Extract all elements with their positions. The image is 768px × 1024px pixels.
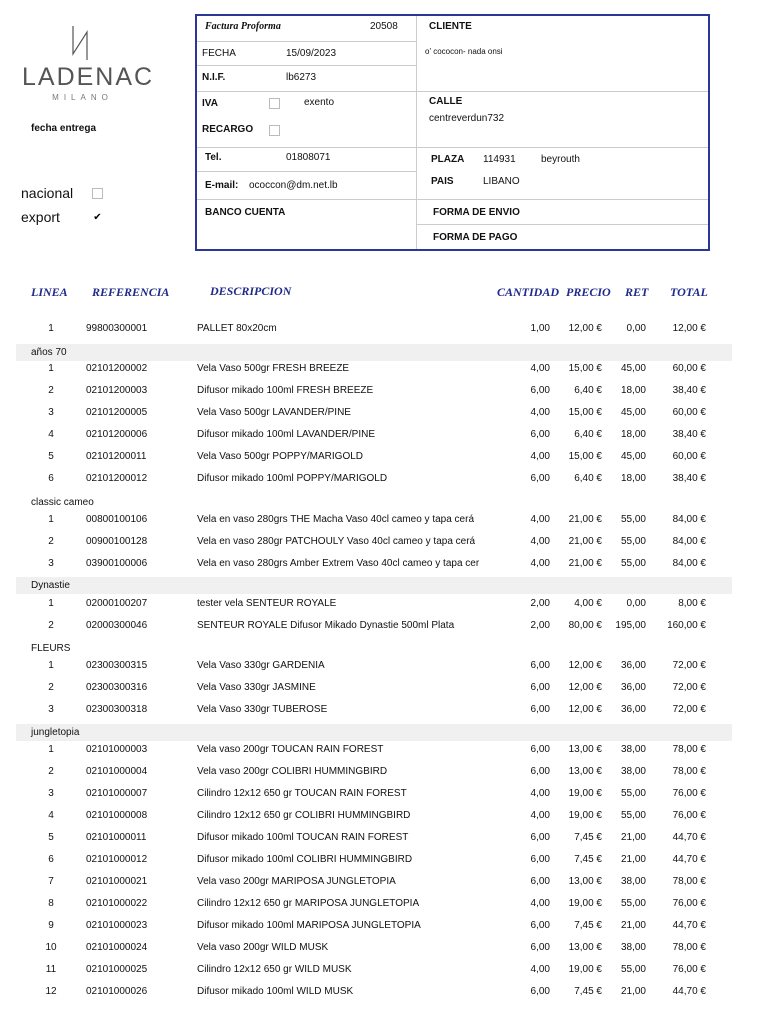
price: 7,45 € xyxy=(574,832,602,843)
ret: 55,00 xyxy=(620,788,646,799)
ret: 55,00 xyxy=(620,558,646,569)
export-label: export xyxy=(21,209,60,225)
line-number: 2 xyxy=(48,682,54,693)
line-total: 72,00 € xyxy=(672,704,706,715)
reference: 99800300001 xyxy=(86,323,148,334)
table-row xyxy=(16,915,732,937)
description: Vela Vaso 330gr JASMINE xyxy=(197,682,316,693)
reference: 02101000007 xyxy=(86,788,148,799)
description: Vela vaso 200gr TOUCAN RAIN FOREST xyxy=(197,744,384,755)
price: 7,45 € xyxy=(574,854,602,865)
ret: 21,00 xyxy=(620,986,646,997)
table-row xyxy=(16,893,732,915)
line-total: 160,00 € xyxy=(667,620,706,631)
header-rule xyxy=(197,65,416,66)
quantity: 4,00 xyxy=(530,810,550,821)
logo-mark-icon xyxy=(70,24,90,62)
table-row xyxy=(16,509,732,531)
ret: 45,00 xyxy=(620,407,646,418)
price: 13,00 € xyxy=(568,766,602,777)
price: 19,00 € xyxy=(568,898,602,909)
table-row xyxy=(16,446,732,468)
price: 12,00 € xyxy=(568,704,602,715)
reference: 02101000011 xyxy=(86,832,147,843)
line-total: 84,00 € xyxy=(672,514,706,525)
table-row xyxy=(16,468,732,490)
line-number: 1 xyxy=(48,744,54,755)
line-number: 6 xyxy=(48,854,54,865)
invoice-number: 20508 xyxy=(370,21,398,32)
plaza-code: 114931 xyxy=(483,154,516,165)
export-checkbox[interactable]: ✔ xyxy=(93,212,102,223)
description: Difusor mikado 100ml FRESH BREEZE xyxy=(197,385,374,396)
quantity: 6,00 xyxy=(530,942,550,953)
recargo-checkbox[interactable] xyxy=(269,125,280,136)
line-number: 1 xyxy=(48,323,54,334)
iva-label: IVA xyxy=(202,98,218,109)
ret: 0,00 xyxy=(626,598,646,609)
line-total: 78,00 € xyxy=(672,744,706,755)
nacional-label: nacional xyxy=(21,185,74,201)
quantity: 4,00 xyxy=(530,514,550,525)
reference: 02101000004 xyxy=(86,766,148,777)
table-row xyxy=(16,699,732,721)
reference: 02101200005 xyxy=(86,407,148,418)
description: SENTEUR ROYALE Difusor Mikado Dynastie 500ml Plata xyxy=(197,620,455,631)
price: 21,00 € xyxy=(568,514,602,525)
description: Cilindro 12x12 650 gr COLIBRI HUMMINGBIRD xyxy=(197,810,411,821)
reference: 02101000023 xyxy=(86,920,148,931)
header-rule xyxy=(197,171,416,172)
line-number: 2 xyxy=(48,385,54,396)
table-row xyxy=(16,871,732,893)
table-row xyxy=(16,783,732,805)
quantity: 6,00 xyxy=(530,876,550,887)
description: Vela vaso 200gr MARIPOSA JUNGLETOPIA xyxy=(197,876,396,887)
cliente-value: o' cococon- nada onsi xyxy=(425,47,503,56)
price: 6,40 € xyxy=(574,429,602,440)
reference: 02101000008 xyxy=(86,810,148,821)
table-row xyxy=(16,424,732,446)
quantity: 4,00 xyxy=(530,451,550,462)
line-number: 3 xyxy=(48,407,54,418)
line-number: 4 xyxy=(48,429,54,440)
quantity: 6,00 xyxy=(530,986,550,997)
description: Vela en vaso 280grs THE Macha Vaso 40cl cameo y tapa cerá xyxy=(197,514,475,525)
reference: 02101200003 xyxy=(86,385,148,396)
line-total: 72,00 € xyxy=(672,682,706,693)
table-row xyxy=(16,677,732,699)
line-total: 60,00 € xyxy=(672,451,706,462)
reference: 02101000021 xyxy=(86,876,148,887)
price: 7,45 € xyxy=(574,986,602,997)
group-header xyxy=(16,577,732,594)
table-row xyxy=(16,937,732,959)
group-title: jungletopia xyxy=(31,727,80,738)
header-rule xyxy=(197,41,416,42)
ret: 18,00 xyxy=(620,473,646,484)
ret: 45,00 xyxy=(620,451,646,462)
price: 15,00 € xyxy=(568,363,602,374)
quantity: 1,00 xyxy=(530,323,550,334)
line-total: 76,00 € xyxy=(672,810,706,821)
line-total: 84,00 € xyxy=(672,558,706,569)
reference: 02300300316 xyxy=(86,682,148,693)
quantity: 2,00 xyxy=(530,598,550,609)
fecha-entrega-label: fecha entrega xyxy=(31,123,97,134)
line-total: 84,00 € xyxy=(672,536,706,547)
ret: 55,00 xyxy=(620,810,646,821)
calle-label: CALLE xyxy=(429,96,463,107)
plaza-label: PLAZA xyxy=(431,154,465,165)
line-number: 7 xyxy=(48,876,54,887)
ret: 38,00 xyxy=(620,876,646,887)
description: Vela Vaso 330gr GARDENIA xyxy=(197,660,325,671)
reference: 00900100128 xyxy=(86,536,148,547)
reference: 02101000026 xyxy=(86,986,148,997)
price: 13,00 € xyxy=(568,876,602,887)
invoice-header-box xyxy=(195,14,710,251)
group-title: años 70 xyxy=(31,347,67,358)
line-number: 3 xyxy=(48,704,54,715)
quantity: 4,00 xyxy=(530,898,550,909)
table-row xyxy=(16,655,732,677)
line-number: 1 xyxy=(48,363,54,374)
description: Difusor mikado 100ml COLIBRI HUMMINGBIRD xyxy=(197,854,413,865)
table-row xyxy=(16,615,732,637)
description: Difusor mikado 100ml WILD MUSK xyxy=(197,986,354,997)
line-number: 8 xyxy=(48,898,54,909)
price: 19,00 € xyxy=(568,788,602,799)
price: 6,40 € xyxy=(574,385,602,396)
price: 21,00 € xyxy=(568,536,602,547)
group-title: FLEURS xyxy=(31,643,71,654)
document-title: Factura Proforma xyxy=(205,21,281,32)
group-title: classic cameo xyxy=(31,497,94,508)
plaza-city: beyrouth xyxy=(541,154,580,165)
price: 12,00 € xyxy=(568,682,602,693)
description: Difusor mikado 100ml POPPY/MARIGOLD xyxy=(197,473,388,484)
fecha-label: FECHA xyxy=(202,48,236,59)
line-number: 1 xyxy=(48,598,54,609)
quantity: 6,00 xyxy=(530,920,550,931)
line-total: 38,40 € xyxy=(672,385,706,396)
price: 6,40 € xyxy=(574,473,602,484)
email-label: E-mail: xyxy=(205,180,239,191)
description: tester vela SENTEUR ROYALE xyxy=(197,598,337,609)
table-row xyxy=(16,981,732,1003)
reference: 02101200012 xyxy=(86,473,148,484)
header-rule xyxy=(197,91,708,92)
line-total: 72,00 € xyxy=(672,660,706,671)
table-row xyxy=(16,959,732,981)
quantity: 6,00 xyxy=(530,704,550,715)
calle-value: centreverdun732 xyxy=(429,113,505,124)
line-total: 44,70 € xyxy=(672,854,706,865)
logo-name: LADENAC xyxy=(22,63,155,91)
description: Vela Vaso 500gr FRESH BREEZE xyxy=(197,363,350,374)
reference: 02101000003 xyxy=(86,744,148,755)
quantity: 6,00 xyxy=(530,429,550,440)
line-number: 11 xyxy=(45,964,57,975)
line-total: 44,70 € xyxy=(672,832,706,843)
price: 19,00 € xyxy=(568,810,602,821)
table-row xyxy=(16,739,732,761)
reference: 02101000024 xyxy=(86,942,148,953)
quantity: 4,00 xyxy=(530,536,550,547)
line-number: 12 xyxy=(45,986,57,997)
description: Vela Vaso 500gr POPPY/MARIGOLD xyxy=(197,451,364,462)
line-number: 3 xyxy=(48,788,54,799)
reference: 02000100207 xyxy=(86,598,148,609)
reference: 00800100106 xyxy=(86,514,148,525)
quantity: 4,00 xyxy=(530,788,550,799)
line-number: 10 xyxy=(45,942,57,953)
pais-value: LIBANO xyxy=(483,176,520,187)
price: 7,45 € xyxy=(574,920,602,931)
quantity: 6,00 xyxy=(530,660,550,671)
ret: 21,00 xyxy=(620,920,646,931)
ret: 38,00 xyxy=(620,766,646,777)
price: 15,00 € xyxy=(568,451,602,462)
quantity: 6,00 xyxy=(530,854,550,865)
table-row xyxy=(16,531,732,553)
line-total: 76,00 € xyxy=(672,964,706,975)
quantity: 4,00 xyxy=(530,407,550,418)
quantity: 4,00 xyxy=(530,964,550,975)
description: Vela en vaso 280grs Amber Extrem Vaso 40cl cameo y tapa cer xyxy=(197,558,480,569)
col-referencia: REFERENCIA xyxy=(92,285,170,299)
col-total: TOTAL xyxy=(670,285,708,299)
col-linea: LINEA xyxy=(31,285,68,299)
quantity: 6,00 xyxy=(530,682,550,693)
table-row xyxy=(16,358,732,380)
nif-value: lb6273 xyxy=(286,72,317,83)
price: 15,00 € xyxy=(568,407,602,418)
line-total: 38,40 € xyxy=(672,473,706,484)
email-value: ococcon@dm.net.lb xyxy=(249,180,338,191)
tel-value: 01808071 xyxy=(286,152,331,163)
ret: 18,00 xyxy=(620,385,646,396)
reference: 02101200006 xyxy=(86,429,148,440)
exento-label: exento xyxy=(304,97,335,108)
description: Cilindro 12x12 650 gr MARIPOSA JUNGLETOPIA xyxy=(197,898,420,909)
line-number: 2 xyxy=(48,766,54,777)
quantity: 2,00 xyxy=(530,620,550,631)
table-row xyxy=(16,827,732,849)
description: Difusor mikado 100ml TOUCAN RAIN FOREST xyxy=(197,832,409,843)
price: 80,00 € xyxy=(568,620,602,631)
quantity: 6,00 xyxy=(530,766,550,777)
ret: 195,00 xyxy=(615,620,646,631)
table-row xyxy=(16,761,732,783)
ret: 21,00 xyxy=(620,854,646,865)
line-total: 44,70 € xyxy=(672,986,706,997)
table-row xyxy=(16,849,732,871)
line-total: 12,00 € xyxy=(672,323,706,334)
table-row xyxy=(16,593,732,615)
reference: 02300300318 xyxy=(86,704,148,715)
col-cantidad: CANTIDAD xyxy=(497,285,560,299)
quantity: 6,00 xyxy=(530,385,550,396)
line-total: 8,00 € xyxy=(678,598,706,609)
ret: 55,00 xyxy=(620,964,646,975)
description: Vela vaso 200gr WILD MUSK xyxy=(197,942,329,953)
description: Vela Vaso 500gr LAVANDER/PINE xyxy=(197,407,351,418)
description: Cilindro 12x12 650 gr TOUCAN RAIN FOREST xyxy=(197,788,407,799)
header-rule xyxy=(197,199,708,200)
quantity: 4,00 xyxy=(530,363,550,374)
line-number: 9 xyxy=(48,920,54,931)
pais-label: PAIS xyxy=(431,176,454,187)
company-logo xyxy=(22,24,155,102)
forma-envio-label: FORMA DE ENVIO xyxy=(433,207,520,218)
line-total: 60,00 € xyxy=(672,407,706,418)
line-number: 5 xyxy=(48,451,54,462)
line-total: 78,00 € xyxy=(672,876,706,887)
price: 13,00 € xyxy=(568,942,602,953)
ret: 21,00 xyxy=(620,832,646,843)
nacional-checkbox[interactable] xyxy=(92,188,103,199)
ret: 0,00 xyxy=(626,323,646,334)
reference: 02101200002 xyxy=(86,363,148,374)
ret: 36,00 xyxy=(620,660,646,671)
ret: 38,00 xyxy=(620,744,646,755)
table-row xyxy=(16,805,732,827)
line-number: 3 xyxy=(48,558,54,569)
price: 13,00 € xyxy=(568,744,602,755)
price: 21,00 € xyxy=(568,558,602,569)
header-rule xyxy=(197,147,708,148)
line-number: 5 xyxy=(48,832,54,843)
fecha-value: 15/09/2023 xyxy=(286,48,337,59)
line-total: 76,00 € xyxy=(672,788,706,799)
recargo-label: RECARGO xyxy=(202,124,254,135)
group-title: Dynastie xyxy=(31,580,70,591)
header-divider xyxy=(416,16,417,249)
price: 12,00 € xyxy=(568,323,602,334)
price: 12,00 € xyxy=(568,660,602,671)
reference: 03900100006 xyxy=(86,558,148,569)
line-number: 4 xyxy=(48,810,54,821)
reference: 02000300046 xyxy=(86,620,148,631)
quantity: 4,00 xyxy=(530,558,550,569)
description: Difusor mikado 100ml MARIPOSA JUNGLETOPIA xyxy=(197,920,421,931)
line-total: 38,40 € xyxy=(672,429,706,440)
iva-checkbox[interactable] xyxy=(269,98,280,109)
quantity: 6,00 xyxy=(530,832,550,843)
cliente-label: CLIENTE xyxy=(429,21,472,32)
line-total: 78,00 € xyxy=(672,766,706,777)
forma-pago-label: FORMA DE PAGO xyxy=(433,232,518,243)
line-total: 78,00 € xyxy=(672,942,706,953)
description: Vela en vaso 280gr PATCHOULY Vaso 40cl cameo y tapa cerá xyxy=(197,536,476,547)
description: PALLET 80x20cm xyxy=(197,323,277,334)
col-descripcion: DESCRIPCION xyxy=(210,284,292,298)
quantity: 6,00 xyxy=(530,473,550,484)
ret: 38,00 xyxy=(620,942,646,953)
col-ret: RET xyxy=(625,285,649,299)
reference: 02101000025 xyxy=(86,964,148,975)
line-total: 76,00 € xyxy=(672,898,706,909)
ret: 55,00 xyxy=(620,898,646,909)
line-total: 44,70 € xyxy=(672,920,706,931)
quantity: 6,00 xyxy=(530,744,550,755)
description: Cilindro 12x12 650 gr WILD MUSK xyxy=(197,964,352,975)
description: Vela vaso 200gr COLIBRI HUMMINGBIRD xyxy=(197,766,388,777)
line-number: 6 xyxy=(48,473,54,484)
description: Difusor mikado 100ml LAVANDER/PINE xyxy=(197,429,376,440)
reference: 02300300315 xyxy=(86,660,148,671)
table-row xyxy=(16,553,732,575)
price: 4,00 € xyxy=(574,598,602,609)
table-row xyxy=(16,402,732,424)
line-total: 60,00 € xyxy=(672,363,706,374)
banco-cuenta-label: BANCO CUENTA xyxy=(205,207,286,218)
table-row xyxy=(16,318,732,340)
ret: 36,00 xyxy=(620,682,646,693)
ret: 18,00 xyxy=(620,429,646,440)
description: Vela Vaso 330gr TUBEROSE xyxy=(197,704,328,715)
reference: 02101000012 xyxy=(86,854,148,865)
ret: 55,00 xyxy=(620,514,646,525)
ret: 36,00 xyxy=(620,704,646,715)
nif-label: N.I.F. xyxy=(202,72,226,83)
price: 19,00 € xyxy=(568,964,602,975)
line-number: 2 xyxy=(48,620,54,631)
reference: 02101000022 xyxy=(86,898,148,909)
line-number: 1 xyxy=(48,660,54,671)
table-row xyxy=(16,380,732,402)
tel-label: Tel. xyxy=(205,152,222,163)
line-number: 2 xyxy=(48,536,54,547)
ret: 55,00 xyxy=(620,536,646,547)
ret: 45,00 xyxy=(620,363,646,374)
line-number: 1 xyxy=(48,514,54,525)
logo-city: MILANO xyxy=(52,93,113,102)
col-precio: PRECIO xyxy=(566,285,611,299)
reference: 02101200011 xyxy=(86,451,147,462)
header-rule xyxy=(416,224,708,225)
